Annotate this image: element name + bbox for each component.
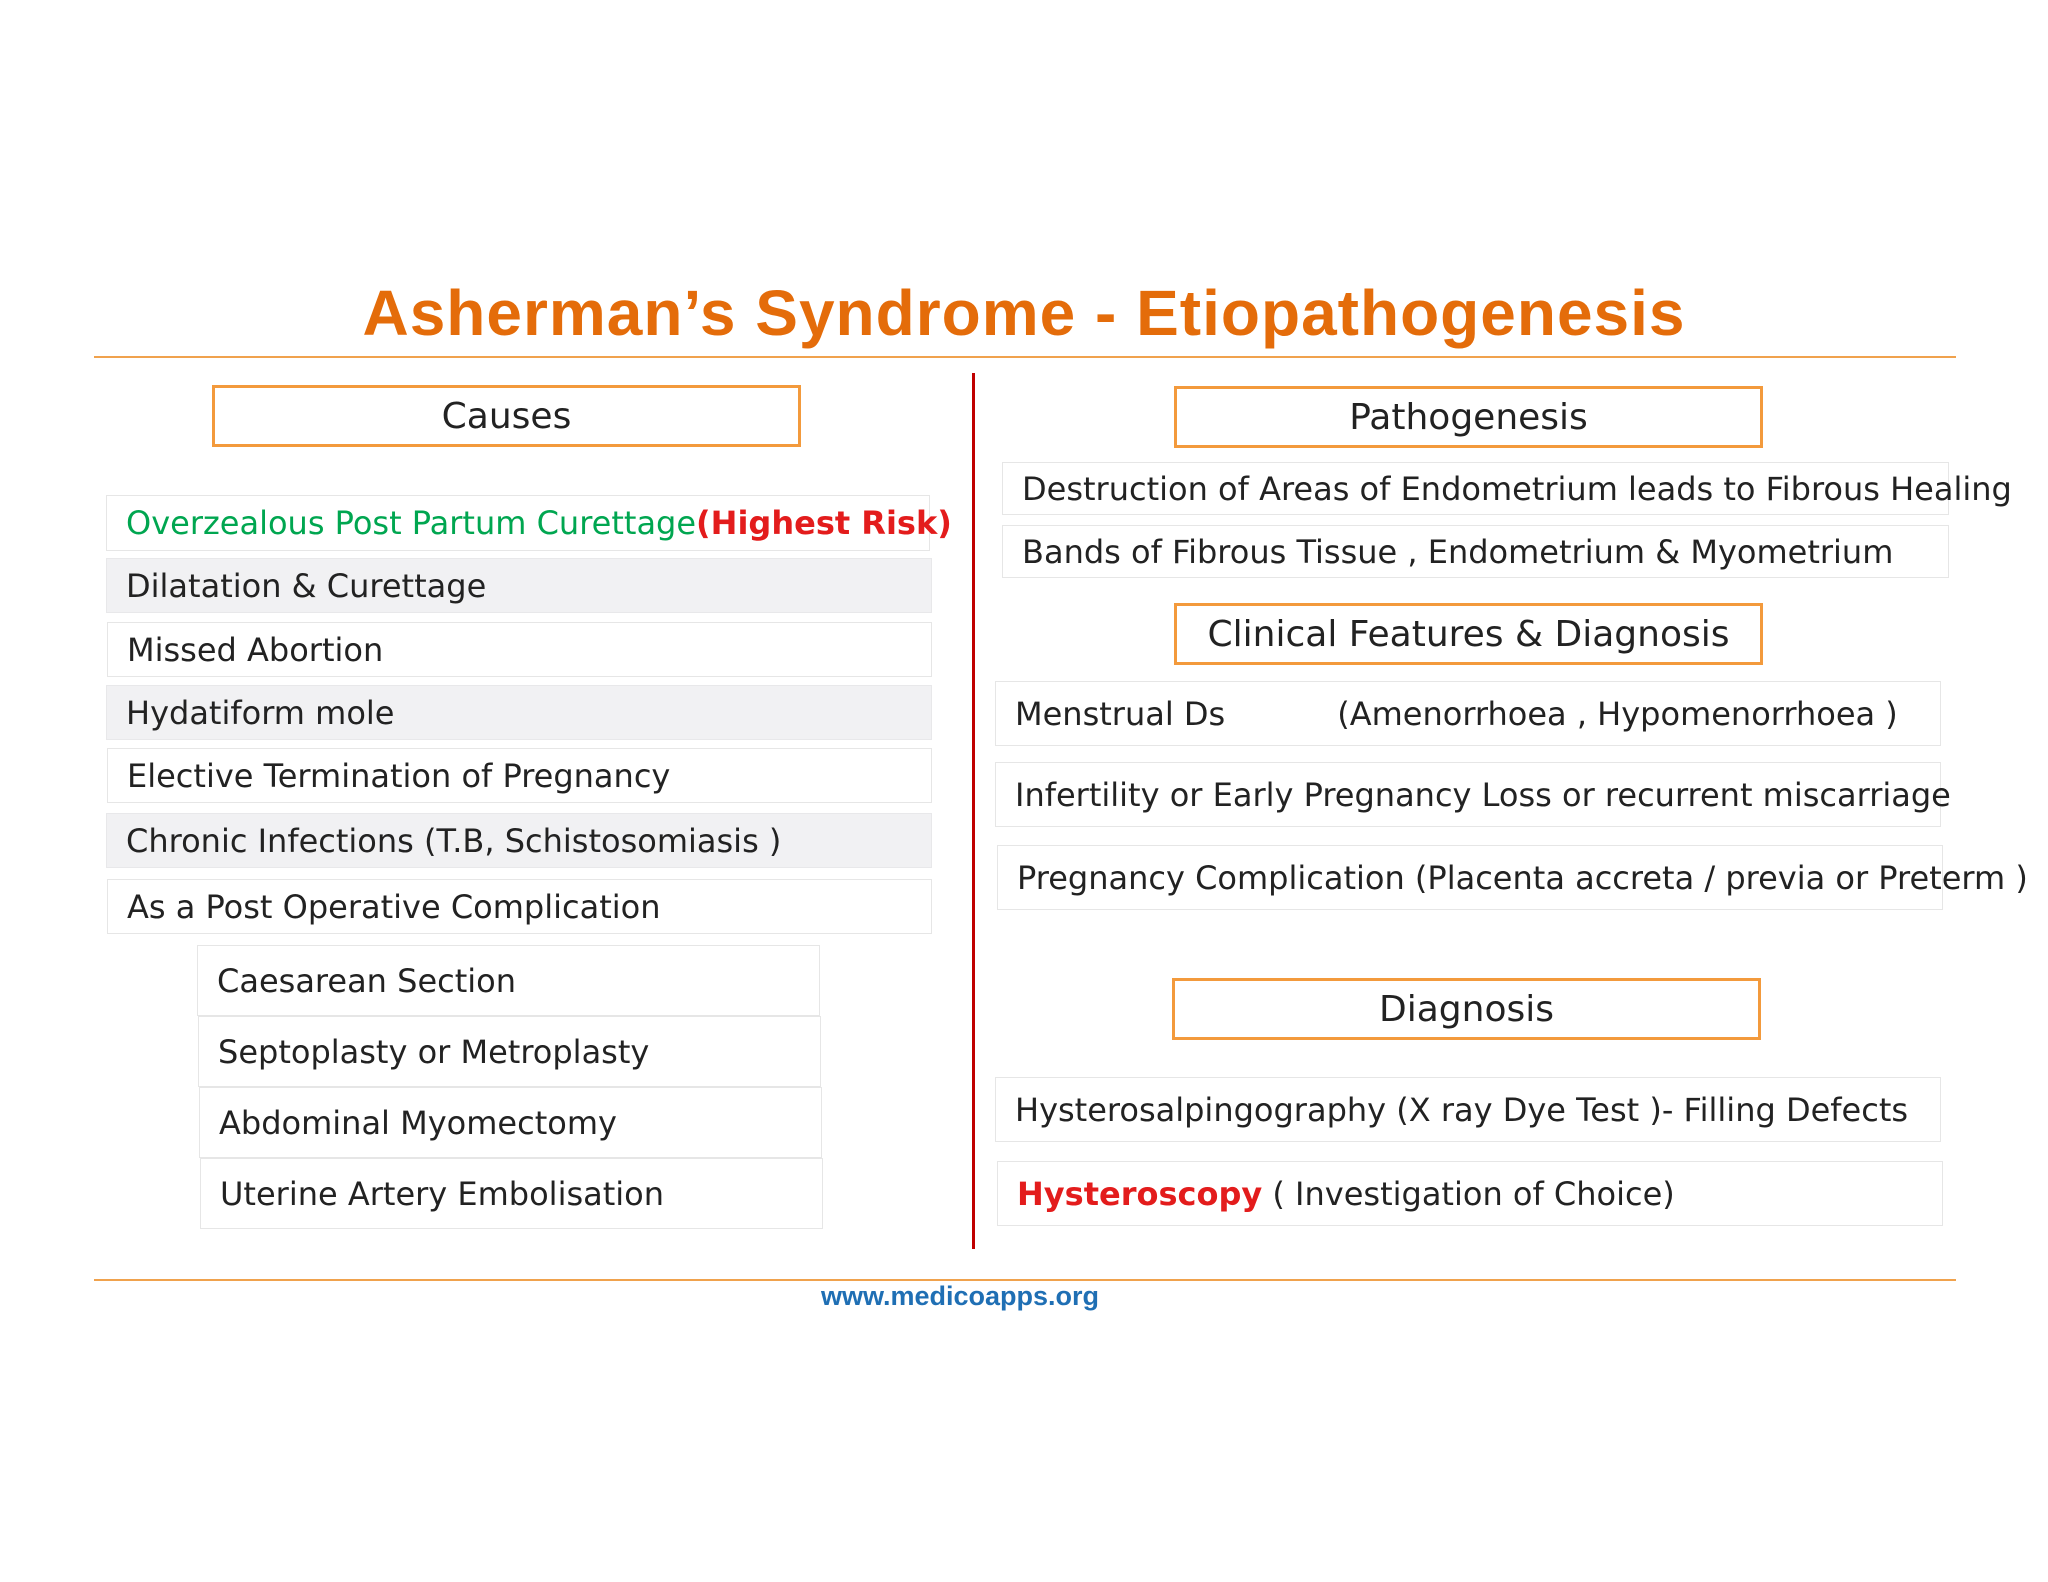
post-op-item: Caesarean Section [197, 945, 820, 1016]
causes-header: Causes [212, 385, 801, 447]
post-op-item: Abdominal Myomectomy [199, 1087, 822, 1158]
pathogenesis-item: Destruction of Areas of Endometrium leads to Fibrous Healing [1002, 462, 1949, 515]
cause-item: Chronic Infections (T.B, Schistosomiasis ) [106, 813, 932, 868]
footer-link[interactable]: www.medicoapps.org [820, 1281, 1100, 1311]
cause-item: As a Post Operative Complication [107, 879, 932, 934]
menstrual-label: Menstrual Ds [1015, 694, 1226, 733]
hysteroscopy-label: Hysteroscopy [1017, 1174, 1263, 1213]
pathogenesis-header: Pathogenesis [1174, 386, 1763, 448]
clinical-item-menstrual [995, 681, 1941, 746]
diagnosis-header: Diagnosis [1172, 978, 1761, 1040]
page-title: Asherman’s Syndrome - Etiopathogenesis [362, 277, 1686, 349]
clinical-features-header: Clinical Features & Diagnosis [1174, 603, 1763, 665]
highest-risk-label: (Highest Risk) [696, 504, 952, 542]
clinical-item: Pregnancy Complication (Placenta accreta / previa or Preterm ) [997, 845, 1943, 910]
cause-text: Overzealous Post Partum Curettage [126, 504, 697, 542]
column-divider [972, 373, 975, 1249]
pathogenesis-item: Bands of Fibrous Tissue , Endometrium & Myometrium [1002, 525, 1949, 578]
post-op-item: Uterine Artery Embolisation [200, 1158, 823, 1229]
clinical-item: Infertility or Early Pregnancy Loss or recurrent miscarriage [995, 762, 1941, 827]
diagnosis-item-hysteroscopy [997, 1161, 1943, 1226]
cause-item: Dilatation & Curettage [106, 558, 932, 613]
diagnosis-item-hsg: Hysterosalpingography (X ray Dye Test )- Filling Defects [995, 1077, 1941, 1142]
hysteroscopy-note: ( Investigation of Choice) [1262, 1174, 1675, 1213]
title-underline [94, 356, 1956, 358]
cause-item-highest-risk [106, 495, 952, 551]
menstrual-detail: (Amenorrhoea , Hypomenorrhoea ) [1337, 694, 1898, 733]
cause-item: Missed Abortion [107, 622, 932, 677]
cause-item: Elective Termination of Pregnancy [107, 748, 932, 803]
cause-item: Hydatiform mole [106, 685, 932, 740]
post-op-item: Septoplasty or Metroplasty [198, 1016, 821, 1087]
